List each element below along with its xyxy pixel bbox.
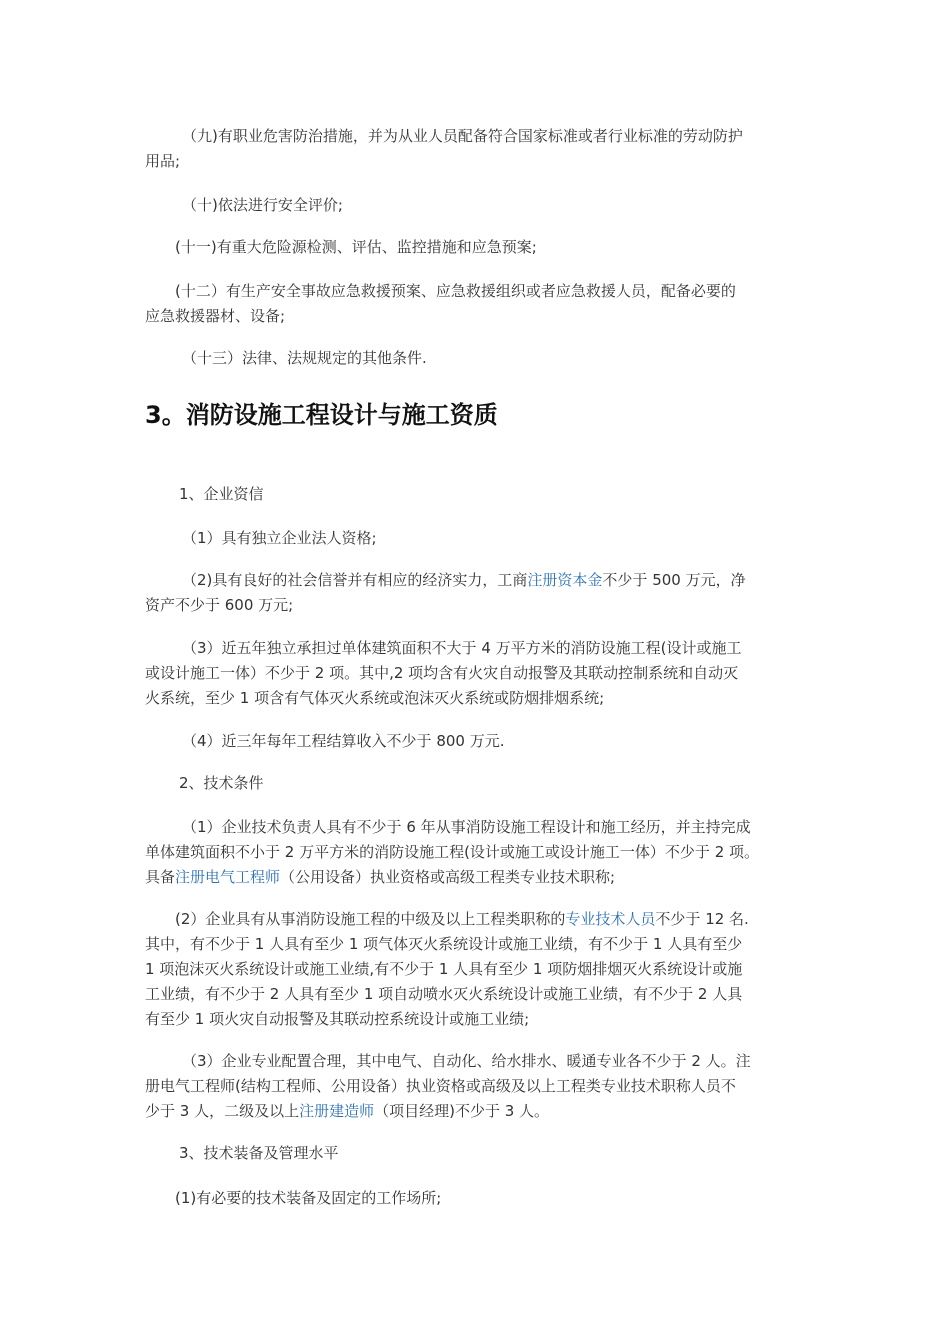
subsection-title-2 bbox=[145, 771, 815, 796]
paragraph-s1-item1 bbox=[145, 526, 815, 551]
text-line: （4）近三年每年工程结算收入不少于 800 万元. bbox=[182, 732, 505, 750]
professional-technicians-link[interactable]: 专业技术人员 bbox=[565, 910, 656, 928]
text-line: 3、技术装备及管理水平 bbox=[179, 1144, 339, 1162]
registered-capital-link[interactable]: 注册资本金 bbox=[527, 571, 603, 589]
text-line: 1、企业资信 bbox=[179, 485, 264, 503]
text-line: （十)依法进行安全评价; bbox=[182, 196, 343, 214]
subsection-title-3 bbox=[145, 1141, 815, 1166]
paragraph-s2-item1 bbox=[145, 815, 815, 890]
section-heading: 3。消防设施工程设计与施工资质 bbox=[145, 401, 498, 429]
text-line: 火系统，至少 1 项含有气体灭火系统或泡沫灭火系统或防烟排烟系统; bbox=[145, 689, 605, 707]
paragraph-item-13 bbox=[145, 346, 815, 371]
text-line: 或设计施工一体）不少于 2 项。其中,2 项均含有火灾自动报警及其联动控制系统和自动灭 bbox=[145, 664, 739, 682]
text-span: 不少于 500 万元，净 bbox=[602, 571, 746, 589]
text-line: （3）近五年独立承担过单体建筑面积不大于 4 万平方米的消防设施工程(设计或施工 bbox=[182, 639, 742, 657]
paragraph-s3-item1 bbox=[145, 1186, 815, 1211]
paragraph-item-11 bbox=[145, 235, 815, 260]
text-line: (1)有必要的技术装备及固定的工作场所; bbox=[175, 1189, 442, 1207]
text-line bbox=[145, 865, 815, 890]
text-line: 有至少 1 项火灾自动报警及其联动控系统设计或施工业绩; bbox=[145, 1010, 530, 1028]
subsection-title-1 bbox=[145, 482, 815, 507]
text-line: （十三）法律、法规规定的其他条件. bbox=[182, 349, 427, 367]
text-span: (2）企业具有从事消防设施工程的中级及以上工程类职称的 bbox=[175, 910, 566, 928]
text-line: 工业绩，有不少于 2 人具有至少 1 项自动喷水灭火系统设计或施工业绩，有不少于 2 人具 bbox=[145, 985, 743, 1003]
registered-electrical-engineer-link[interactable]: 注册电气工程师 bbox=[175, 868, 281, 886]
text-line: 资产不少于 600 万元; bbox=[145, 596, 294, 614]
text-line bbox=[145, 907, 815, 932]
text-line: (十二）有生产安全事故应急救援预案、应急救援组织或者应急救援人员，配备必要的 bbox=[175, 282, 736, 300]
text-span: 少于 3 人，二级及以上 bbox=[145, 1102, 300, 1120]
text-line: (十一)有重大危险源检测、评估、监控措施和应急预案; bbox=[175, 238, 537, 256]
text-line: （3）企业专业配置合理，其中电气、自动化、给水排水、暖通专业各不少于 2 人。注 bbox=[182, 1052, 751, 1070]
paragraph-s2-item3 bbox=[145, 1049, 815, 1124]
text-span: （2)具有良好的社会信誉并有相应的经济实力，工商 bbox=[182, 571, 528, 589]
paragraph-item-9 bbox=[145, 124, 815, 174]
text-line: 其中，有不少于 1 人具有至少 1 项气体灭火系统设计或施工业绩，有不少于 1 人具有至少 bbox=[145, 935, 743, 953]
paragraph-s1-item4 bbox=[145, 729, 815, 754]
text-line: （九)有职业危害防治措施，并为从业人员配备符合国家标准或者行业标准的劳动防护 bbox=[182, 127, 743, 145]
text-line: （1）具有独立企业法人资格; bbox=[182, 529, 377, 547]
text-span: 具备 bbox=[145, 868, 176, 886]
text-span: 不少于 12 名. bbox=[655, 910, 749, 928]
paragraph-s2-item2 bbox=[145, 907, 815, 1032]
text-line: 2、技术条件 bbox=[179, 774, 264, 792]
text-span: （公用设备）执业资格或高级工程类专业技术职称; bbox=[280, 868, 616, 886]
text-line: （1）企业技术负责人具有不少于 6 年从事消防设施工程设计和施工经历，并主持完成 bbox=[182, 818, 751, 836]
paragraph-item-10 bbox=[145, 193, 815, 218]
text-line bbox=[145, 568, 815, 593]
text-line: 1 项泡沫灭火系统设计或施工业绩,有不少于 1 人具有至少 1 项防烟排烟灭火系统设计或施 bbox=[145, 960, 743, 978]
text-line: 应急救援器材、设备; bbox=[145, 307, 286, 325]
text-line bbox=[145, 1099, 815, 1124]
registered-constructor-link[interactable]: 注册建造师 bbox=[299, 1102, 375, 1120]
text-span: （项目经理)不少于 3 人。 bbox=[374, 1102, 550, 1120]
text-line: 用品; bbox=[145, 152, 181, 170]
text-line: 册电气工程师(结构工程师、公用设备）执业资格或高级及以上工程类专业技术职称人员不 bbox=[145, 1077, 736, 1095]
text-line: 单体建筑面积不小于 2 万平方米的消防设施工程(设计或施工或设计施工一体）不少于 2 项。 bbox=[145, 843, 760, 861]
paragraph-s1-item2 bbox=[145, 568, 815, 618]
paragraph-item-12 bbox=[145, 279, 815, 329]
paragraph-s1-item3 bbox=[145, 636, 815, 711]
